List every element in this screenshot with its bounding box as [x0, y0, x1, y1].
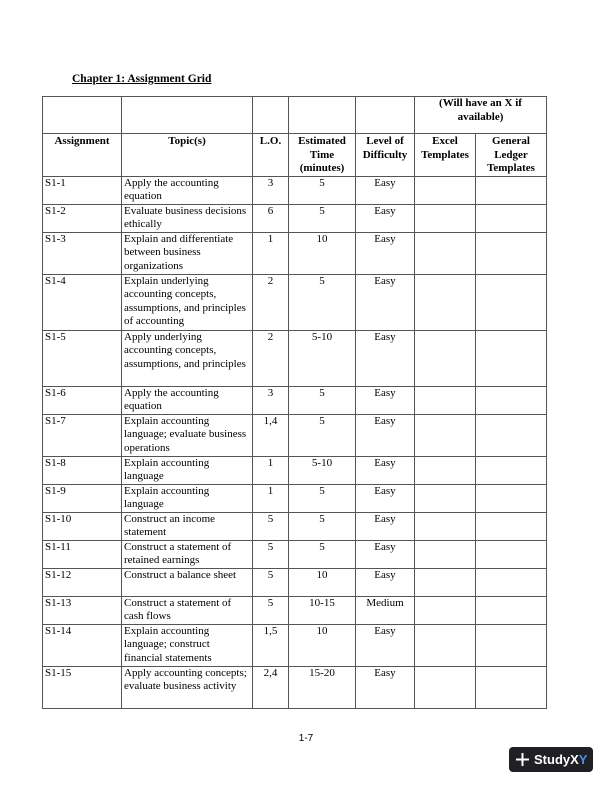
difficulty-cell: Easy	[356, 386, 415, 414]
difficulty-cell: Easy	[356, 624, 415, 666]
assignment-cell: S1-11	[43, 540, 122, 568]
excel-cell	[415, 330, 476, 386]
topic-cell: Apply underlying accounting concepts, assumptions, and principles	[122, 330, 253, 386]
excel-cell	[415, 512, 476, 540]
difficulty-cell: Easy	[356, 176, 415, 204]
time-cell: 15-20	[289, 666, 356, 708]
excel-cell	[415, 414, 476, 456]
table-row	[43, 456, 547, 484]
gl-cell	[476, 330, 547, 386]
lo-cell: 5	[253, 568, 289, 596]
difficulty-cell: Easy	[356, 540, 415, 568]
assignment-cell: S1-15	[43, 666, 122, 708]
assignment-cell: S1-12	[43, 568, 122, 596]
assignment-cell: S1-9	[43, 484, 122, 512]
time-cell: 5-10	[289, 456, 356, 484]
table-row	[43, 414, 547, 456]
difficulty-cell: Easy	[356, 232, 415, 274]
topic-cell: Explain accounting language; construct financial statements	[122, 624, 253, 666]
gl-cell	[476, 274, 547, 330]
lo-cell: 1,5	[253, 624, 289, 666]
grid-body	[43, 176, 547, 708]
time-cell: 5-10	[289, 330, 356, 386]
time-cell: 5	[289, 274, 356, 330]
excel-cell	[415, 176, 476, 204]
topic-cell: Explain accounting language	[122, 484, 253, 512]
lo-cell: 3	[253, 176, 289, 204]
difficulty-cell: Easy	[356, 204, 415, 232]
difficulty-cell: Medium	[356, 596, 415, 624]
difficulty-cell: Easy	[356, 274, 415, 330]
topic-cell: Construct a statement of retained earnings	[122, 540, 253, 568]
lo-cell: 1	[253, 232, 289, 274]
lo-cell: 2	[253, 274, 289, 330]
lo-cell: 3	[253, 386, 289, 414]
excel-cell	[415, 568, 476, 596]
gl-cell	[476, 456, 547, 484]
assignment-cell: S1-4	[43, 274, 122, 330]
lo-cell: 5	[253, 512, 289, 540]
topic-cell: Explain and differentiate between business organizations	[122, 232, 253, 274]
lo-cell: 5	[253, 596, 289, 624]
blank-header-cell	[356, 97, 415, 134]
table-row	[43, 274, 547, 330]
header-lo: L.O.	[253, 134, 289, 177]
time-cell: 5	[289, 540, 356, 568]
blank-header-cell	[289, 97, 356, 134]
topic-cell: Explain accounting language	[122, 456, 253, 484]
availability-header-row	[43, 97, 547, 134]
header-assignment: Assignment	[43, 134, 122, 177]
table-row	[43, 232, 547, 274]
header-difficulty: Level of Difficulty	[356, 134, 415, 177]
excel-cell	[415, 204, 476, 232]
topic-cell: Construct an income statement	[122, 512, 253, 540]
header-gl: General Ledger Templates	[476, 134, 547, 177]
header-topics: Topic(s)	[122, 134, 253, 177]
blank-header-cell	[122, 97, 253, 134]
topic-cell: Apply the accounting equation	[122, 176, 253, 204]
table-row	[43, 330, 547, 386]
assignment-grid	[42, 96, 547, 709]
column-header-row	[43, 134, 547, 177]
time-cell: 5	[289, 414, 356, 456]
gl-cell	[476, 596, 547, 624]
assignment-cell: S1-7	[43, 414, 122, 456]
topic-cell: Construct a balance sheet	[122, 568, 253, 596]
lo-cell: 1	[253, 484, 289, 512]
gl-cell	[476, 484, 547, 512]
topic-cell: Apply accounting concepts; evaluate business activity	[122, 666, 253, 708]
page-number: 1-7	[298, 733, 314, 744]
table-row	[43, 540, 547, 568]
blank-header-cell	[43, 97, 122, 134]
header-excel: Excel Templates	[415, 134, 476, 177]
gl-cell	[476, 540, 547, 568]
table-row	[43, 484, 547, 512]
topic-cell: Construct a statement of cash flows	[122, 596, 253, 624]
excel-cell	[415, 596, 476, 624]
watermark-text: StudyX	[534, 752, 579, 767]
lo-cell: 2	[253, 330, 289, 386]
gl-cell	[476, 386, 547, 414]
topic-cell: Explain underlying accounting concepts, assumptions, and principles of accounting	[122, 274, 253, 330]
table-row	[43, 176, 547, 204]
difficulty-cell: Easy	[356, 484, 415, 512]
gl-cell	[476, 232, 547, 274]
excel-cell	[415, 540, 476, 568]
time-cell: 5	[289, 512, 356, 540]
table-row	[43, 666, 547, 708]
table-row	[43, 386, 547, 414]
gl-cell	[476, 176, 547, 204]
excel-cell	[415, 484, 476, 512]
time-cell: 5	[289, 386, 356, 414]
gl-cell	[476, 512, 547, 540]
excel-cell	[415, 386, 476, 414]
table-row	[43, 596, 547, 624]
difficulty-cell: Easy	[356, 330, 415, 386]
availability-note: (Will have an X if available)	[415, 97, 547, 134]
time-cell: 10	[289, 568, 356, 596]
topic-cell: Explain accounting language; evaluate business operations	[122, 414, 253, 456]
table-row	[43, 204, 547, 232]
time-cell: 5	[289, 484, 356, 512]
assignment-cell: S1-13	[43, 596, 122, 624]
assignment-cell: S1-5	[43, 330, 122, 386]
header-time: Estimated Time (minutes)	[289, 134, 356, 177]
time-cell: 5	[289, 176, 356, 204]
gl-cell	[476, 414, 547, 456]
page-title: Chapter 1: Assignment Grid	[72, 73, 212, 85]
time-cell: 10	[289, 624, 356, 666]
assignment-cell: S1-10	[43, 512, 122, 540]
excel-cell	[415, 624, 476, 666]
gl-cell	[476, 568, 547, 596]
lo-cell: 5	[253, 540, 289, 568]
time-cell: 10	[289, 232, 356, 274]
assignment-cell: S1-14	[43, 624, 122, 666]
table-row	[43, 624, 547, 666]
gl-cell	[476, 666, 547, 708]
difficulty-cell: Easy	[356, 414, 415, 456]
assignment-cell: S1-6	[43, 386, 122, 414]
watermark-text-accent: Y	[578, 752, 588, 767]
plus-icon	[516, 753, 529, 766]
topic-cell: Evaluate business decisions ethically	[122, 204, 253, 232]
difficulty-cell: Easy	[356, 568, 415, 596]
gl-cell	[476, 624, 547, 666]
lo-cell: 2,4	[253, 666, 289, 708]
time-cell: 10-15	[289, 596, 356, 624]
excel-cell	[415, 232, 476, 274]
excel-cell	[415, 456, 476, 484]
difficulty-cell: Easy	[356, 512, 415, 540]
assignment-cell: S1-2	[43, 204, 122, 232]
blank-header-cell	[253, 97, 289, 134]
lo-cell: 6	[253, 204, 289, 232]
table-row	[43, 568, 547, 596]
assignment-cell: S1-3	[43, 232, 122, 274]
lo-cell: 1	[253, 456, 289, 484]
topic-cell: Apply the accounting equation	[122, 386, 253, 414]
difficulty-cell: Easy	[356, 456, 415, 484]
time-cell: 5	[289, 204, 356, 232]
assignment-cell: S1-8	[43, 456, 122, 484]
table-row	[43, 512, 547, 540]
excel-cell	[415, 666, 476, 708]
studyx-watermark	[509, 747, 593, 772]
lo-cell: 1,4	[253, 414, 289, 456]
excel-cell	[415, 274, 476, 330]
gl-cell	[476, 204, 547, 232]
assignment-cell: S1-1	[43, 176, 122, 204]
difficulty-cell: Easy	[356, 666, 415, 708]
